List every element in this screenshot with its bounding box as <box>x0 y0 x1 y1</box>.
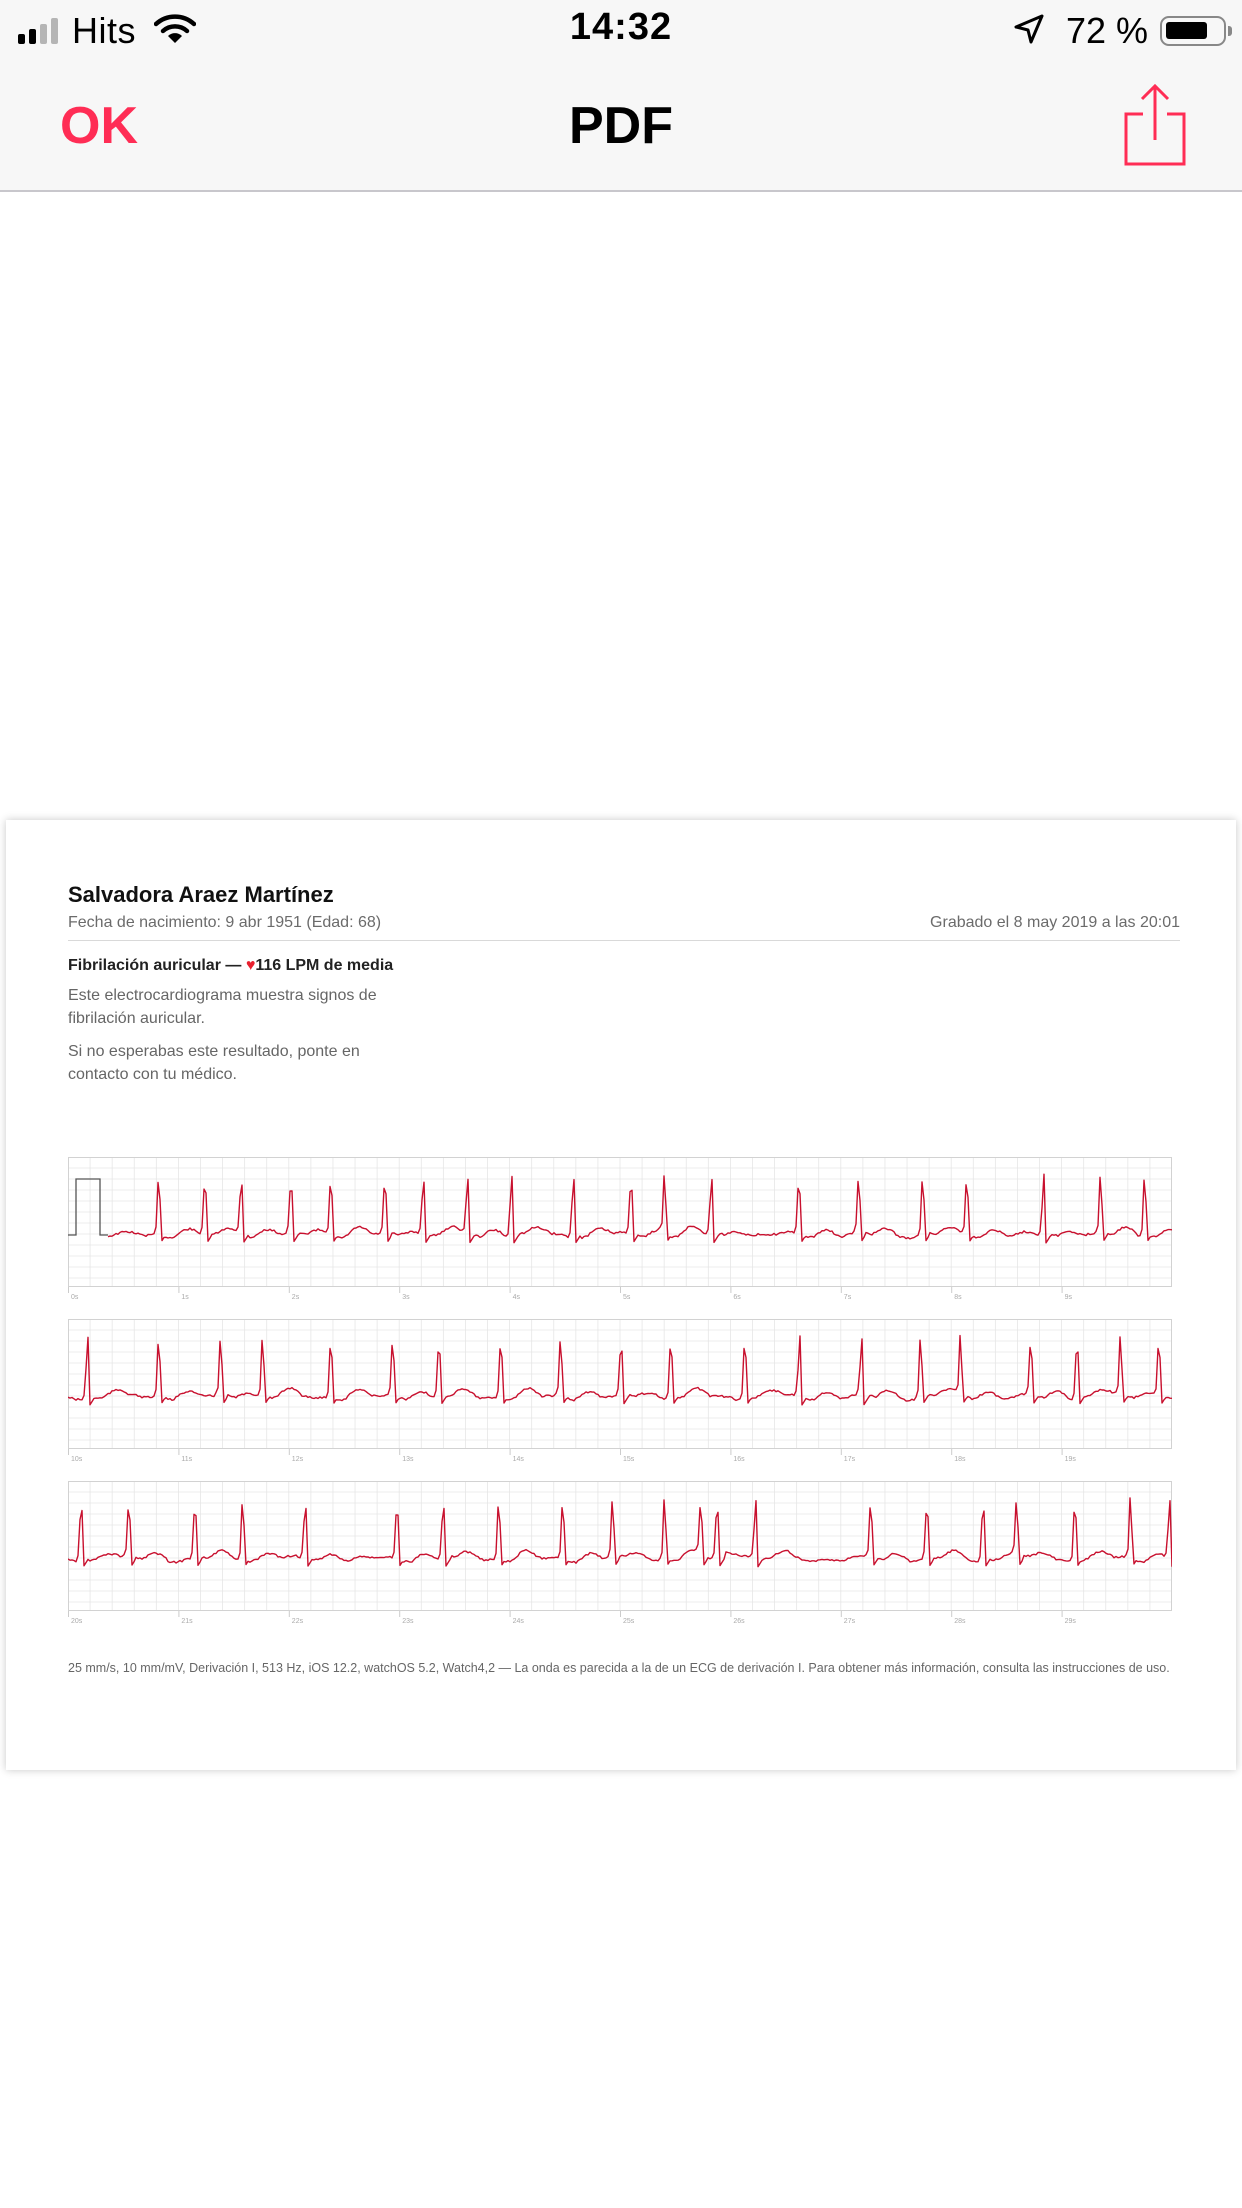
time-label: 3s <box>402 1294 410 1301</box>
ecg-strips <box>68 1157 1172 1643</box>
patient-name: Salvadora Araez Martínez <box>68 882 334 907</box>
heart-rate: 116 LPM de media <box>255 957 394 974</box>
time-label: 0s <box>71 1294 79 1301</box>
pdf-page <box>6 820 1236 1770</box>
time-label: 17s <box>843 1456 856 1463</box>
status-time: 14:32 <box>569 6 673 48</box>
time-label: 12s <box>291 1456 304 1463</box>
location-arrow-icon <box>1014 14 1044 49</box>
time-label: 23s <box>402 1618 414 1625</box>
ok-button[interactable]: OK <box>60 97 138 155</box>
time-label: 11s <box>181 1456 193 1463</box>
status-right <box>1014 8 1226 54</box>
navigation-bar <box>0 62 1242 192</box>
recording-details: 25 mm/s, 10 mm/mV, Derivación I, 513 Hz, iOS 12.2, watchOS 5.2, Watch4,2 — La onda es parecida a la de un ECG de derivación I. Para obtener más información, consulta las instrucciones de uso. <box>68 1661 1170 1675</box>
report-meta <box>68 914 1180 941</box>
time-label: 27s <box>843 1618 856 1625</box>
ecg-strip-3 <box>68 1481 1172 1627</box>
time-label: 22s <box>291 1618 304 1625</box>
description-text: Este electrocardiograma muestra signos de fibrilación auricular. <box>68 987 377 1027</box>
time-label: 15s <box>623 1456 635 1463</box>
time-label: 4s <box>512 1294 521 1301</box>
time-label: 16s <box>733 1456 745 1463</box>
ecg-grid <box>68 1319 1172 1449</box>
carrier-name: Hits <box>72 10 136 51</box>
ecg-report-header <box>68 882 1180 1096</box>
time-label: 20s <box>71 1618 83 1625</box>
ecg-strip-1 <box>68 1157 1172 1303</box>
time-label: 5s <box>623 1294 631 1301</box>
ecg-strip-2 <box>68 1319 1172 1465</box>
time-label: 2s <box>291 1294 300 1301</box>
time-label: 26s <box>733 1618 745 1625</box>
time-label: 10s <box>71 1456 83 1463</box>
battery-percentage: 72 % <box>1065 10 1148 51</box>
result-summary <box>68 955 408 976</box>
time-label: 24s <box>512 1618 524 1625</box>
status-bar <box>0 0 1242 62</box>
time-label: 7s <box>843 1294 852 1301</box>
time-label: 14s <box>512 1456 524 1463</box>
page-title: PDF <box>569 97 673 155</box>
ecg-waveform <box>108 1174 1172 1243</box>
ecg-grid <box>68 1481 1172 1611</box>
recorded-date: Grabado el 8 may 2019 a las 20:01 <box>930 914 1180 931</box>
advice-text: Si no esperabas este resultado, ponte en contacto con tu médico. <box>68 1043 360 1083</box>
time-label: 6s <box>733 1294 741 1301</box>
time-label: 19s <box>1064 1456 1076 1463</box>
time-label: 25s <box>623 1618 635 1625</box>
time-label: 21s <box>181 1618 193 1625</box>
time-label: 8s <box>954 1294 962 1301</box>
share-icon <box>1120 84 1190 166</box>
share-button[interactable] <box>1120 84 1190 166</box>
heart-icon: ♥ <box>245 957 256 974</box>
ecg-grid <box>68 1157 1172 1287</box>
time-label: 18s <box>954 1456 966 1463</box>
battery-icon <box>1160 16 1226 46</box>
result-description <box>68 984 408 1086</box>
time-label: 9s <box>1064 1294 1073 1301</box>
time-label: 29s <box>1064 1618 1076 1625</box>
birth-info: Fecha de nacimiento: 9 abr 1951 (Edad: 68) <box>68 914 382 931</box>
calibration-pulse <box>68 1179 108 1235</box>
classification-label: Fibrilación auricular — <box>68 957 242 974</box>
time-label: 13s <box>402 1456 414 1463</box>
time-label: 1s <box>181 1294 189 1301</box>
time-label: 28s <box>954 1618 966 1625</box>
